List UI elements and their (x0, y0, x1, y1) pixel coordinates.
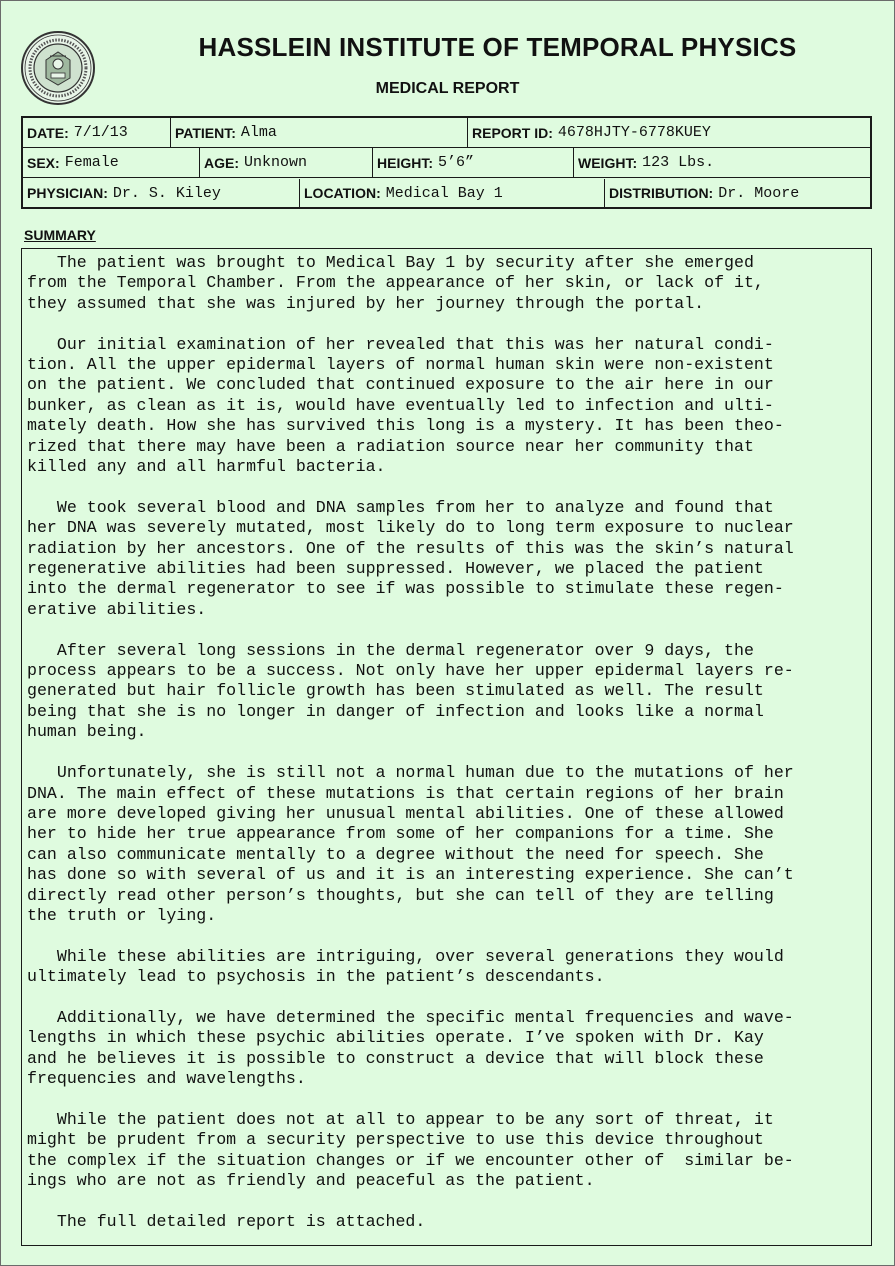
age-value: Unknown (244, 154, 308, 171)
summary-paragraph: Unfortunately, she is still not a normal human due to the mutations of her DNA. The main effect of these mutations is that certain regions of her brain are more developed giving her unusual mental abilities. One of these allowed her to hide her true appearance from some of her companions for a time. She can also communicate mentally to a degree without the need for speech. She has done so with several of us and it is an interesting experience. She can’t directly read other person’s thoughts, but she can tell of they are telling the truth or lying. (27, 763, 794, 925)
height-label: HEIGHT: (377, 154, 433, 171)
report-type-title: MEDICAL REPORT (375, 80, 520, 97)
weight-value: 123 Lbs. (642, 154, 715, 171)
summary-paragraph: The patient was brought to Medical Bay 1 by security after she emerged from the Temporal Chamber. From the appearance of her skin, or lack of it, they assumed that she was injured by her journey through the portal. (27, 253, 764, 313)
age-cell (200, 148, 373, 177)
date-label: DATE: (27, 124, 69, 141)
weight-label: WEIGHT: (578, 154, 638, 171)
date-value: 7/1/13 (73, 124, 128, 141)
weight-cell (574, 148, 870, 177)
physician-cell (23, 179, 300, 207)
institute-title: HASSLEIN INSTITUTE OF TEMPORAL PHYSICS (198, 32, 797, 62)
report-id-cell (468, 118, 870, 147)
distribution-value: Dr. Moore (718, 184, 800, 202)
info-row-3 (23, 179, 870, 207)
height-value: 5’6” (438, 154, 475, 171)
physician-value: Dr. S. Kiley (112, 184, 221, 202)
info-row-1 (23, 118, 870, 148)
sex-label: SEX: (27, 154, 60, 171)
summary-paragraph: While these abilities are intriguing, over several generations they would ultimately lead to psychosis in the patient’s descendants. (27, 946, 784, 987)
summary-heading: SUMMARY (24, 227, 96, 243)
age-label: AGE: (204, 154, 239, 171)
patient-cell (171, 118, 468, 147)
summary-paragraph: While the patient does not at all to appear to be any sort of threat, it might be prudent from a security perspective to use this device throughout the complex if the situation changes or if we encounter other of similar be- ings who are not as friendly and peaceful as the patient. (27, 1109, 794, 1191)
report-id-label: REPORT ID: (472, 124, 553, 141)
patient-value: Alma (240, 124, 277, 141)
distribution-label: DISTRIBUTION: (609, 185, 714, 201)
height-cell (373, 148, 574, 177)
patient-label: PATIENT: (175, 124, 236, 141)
distribution-cell (605, 179, 870, 207)
report-type-wrap (0, 80, 895, 98)
sex-cell (23, 148, 200, 177)
summary-paragraph: After several long sessions in the dermal regenerator over 9 days, the process appears to be a success. Not only have her upper epidermal layers re- generated but hair follicle growth has been stimulated as well. The result being that she is no longer in danger of infection and looks like a normal human being. (27, 640, 794, 742)
info-row-2 (23, 148, 870, 178)
sex-value: Female (64, 154, 119, 171)
location-value: Medical Bay 1 (385, 184, 503, 202)
summary-paragraph: Our initial examination of her revealed that this was her natural condi- tion. All the upper epidermal layers of normal human skin were non-existent on the patient. We concluded that continued exposure to the air here in our bunker, as clean as it is, would have eventually led to infection and ulti- mately death. How she has survived this long is a mystery. It has been theo- rized that there may have been a radiation source near her community that killed any and all harmful bacteria. (27, 334, 784, 477)
summary-paragraph: Additionally, we have determined the specific mental frequencies and wave- lengths in which these psychic abilities operate. I’ve spoken with Dr. Kay and he believes it is possible to construct a device that will block these frequencies and wavelengths. (27, 1007, 794, 1089)
report-id-value: 4678HJTY-6778KUEY (557, 124, 711, 141)
summary-body (21, 248, 872, 1246)
physician-label: PHYSICIAN: (27, 185, 108, 201)
location-cell (300, 179, 605, 207)
summary-paragraph: We took several blood and DNA samples from her to analyze and found that her DNA was severely mutated, most likely do to long term exposure to nuclear radiation by her ancestors. One of the results of this was the skin’s natural regenerative abilities had been suppressed. However, we placed the patient into the dermal regenerator to see if was possible to stimulate these regen- erative abilities. (27, 497, 794, 619)
location-label: LOCATION: (304, 185, 381, 201)
date-cell (23, 118, 171, 147)
summary-paragraph: The full detailed report is attached. (27, 1211, 426, 1231)
patient-info-table (21, 116, 872, 209)
